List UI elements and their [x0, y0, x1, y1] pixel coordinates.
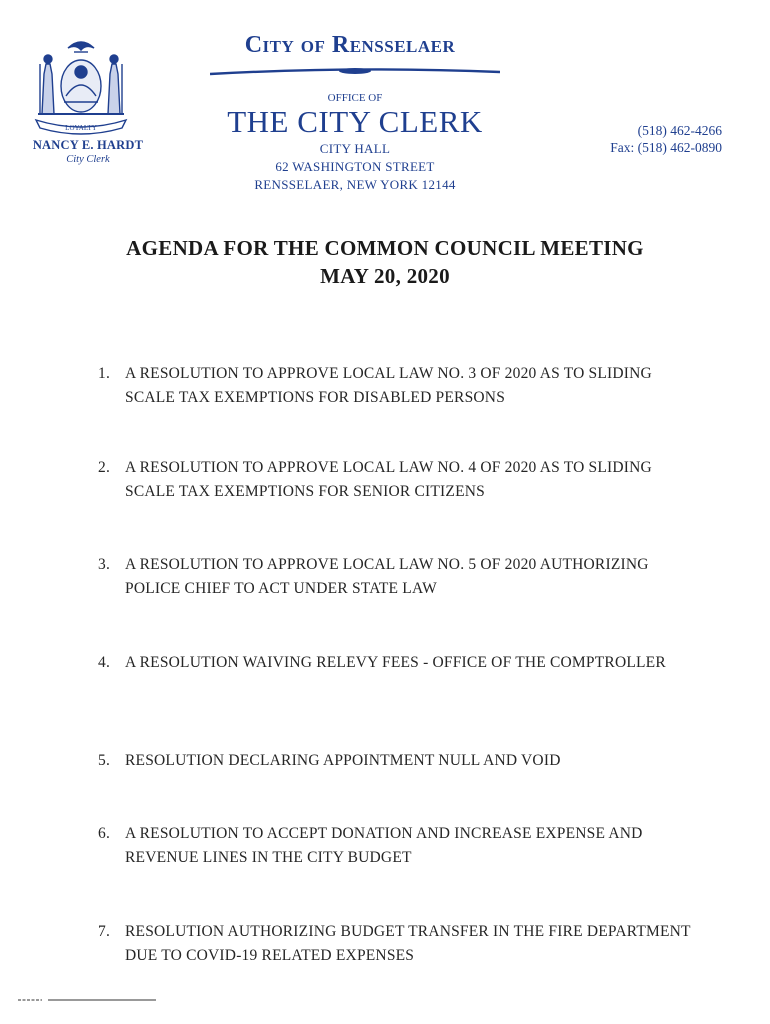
address-line-2: 62 WASHINGTON STREET	[275, 159, 435, 174]
fax-number: Fax: (518) 462-0890	[610, 140, 722, 155]
footer-divider	[18, 998, 158, 1002]
agenda-item	[98, 920, 698, 968]
phone-number: (518) 462-4266	[637, 123, 722, 138]
address-line-1: CITY HALL	[319, 141, 391, 156]
clerk-office-title: THE CITY CLERK	[227, 104, 483, 139]
agenda-item-number: 7.	[98, 923, 111, 940]
agenda-item	[98, 553, 698, 601]
agenda-item-number: 3.	[98, 556, 111, 573]
city-title: City of Rensselaer	[244, 32, 456, 58]
agenda-item	[98, 362, 698, 410]
decorative-rule	[210, 67, 500, 79]
agenda-item-number: 6.	[98, 825, 111, 842]
agenda-item-number: 1.	[98, 365, 111, 382]
agenda-item	[98, 822, 698, 870]
agenda-item	[98, 749, 698, 773]
agenda-item-text: A RESOLUTION TO ACCEPT DONATION AND INCREASE EXPENSE AND REVENUE LINES IN THE CITY BUDGET	[125, 825, 643, 866]
agenda-item	[98, 456, 698, 504]
agenda-item-text: RESOLUTION AUTHORIZING BUDGET TRANSFER IN THE FIRE DEPARTMENT DUE TO COVID-19 RELATED EXPENSES	[125, 923, 691, 964]
agenda-item-number: 4.	[98, 654, 111, 671]
address-line-3: RENSSELAER, NEW YORK 12144	[254, 177, 456, 192]
agenda-item-text: A RESOLUTION TO APPROVE LOCAL LAW NO. 4 OF 2020 AS TO SLIDING SCALE TAX EXEMPTIONS FOR SENIOR CITIZENS	[125, 459, 652, 500]
clerk-role: City Clerk	[66, 154, 110, 165]
agenda-title: AGENDA FOR THE COMMON COUNCIL MEETING	[126, 236, 644, 260]
agenda-item-number: 2.	[98, 459, 111, 476]
clerk-name: NANCY E. HARDT	[32, 138, 144, 152]
agenda-item-number: 5.	[98, 752, 111, 769]
agenda-item-text: A RESOLUTION WAIVING RELEVY FEES - OFFICE OF THE COMPTROLLER	[125, 654, 666, 671]
office-of-label: OFFICE OF	[327, 92, 383, 104]
agenda-item-text: A RESOLUTION TO APPROVE LOCAL LAW NO. 3 OF 2020 AS TO SLIDING SCALE TAX EXEMPTIONS FOR DISABLED PERSONS	[125, 365, 652, 406]
agenda-item-text: A RESOLUTION TO APPROVE LOCAL LAW NO. 5 OF 2020 AUTHORIZING POLICE CHIEF TO ACT UNDER STATE LAW	[125, 556, 649, 597]
agenda-item	[98, 651, 698, 675]
agenda-item-text: RESOLUTION DECLARING APPOINTMENT NULL AND VOID	[125, 752, 561, 769]
city-seal-logo	[22, 34, 140, 138]
agenda-date: MAY 20, 2020	[320, 264, 450, 288]
seal-motto: LOYALTY	[65, 124, 97, 132]
